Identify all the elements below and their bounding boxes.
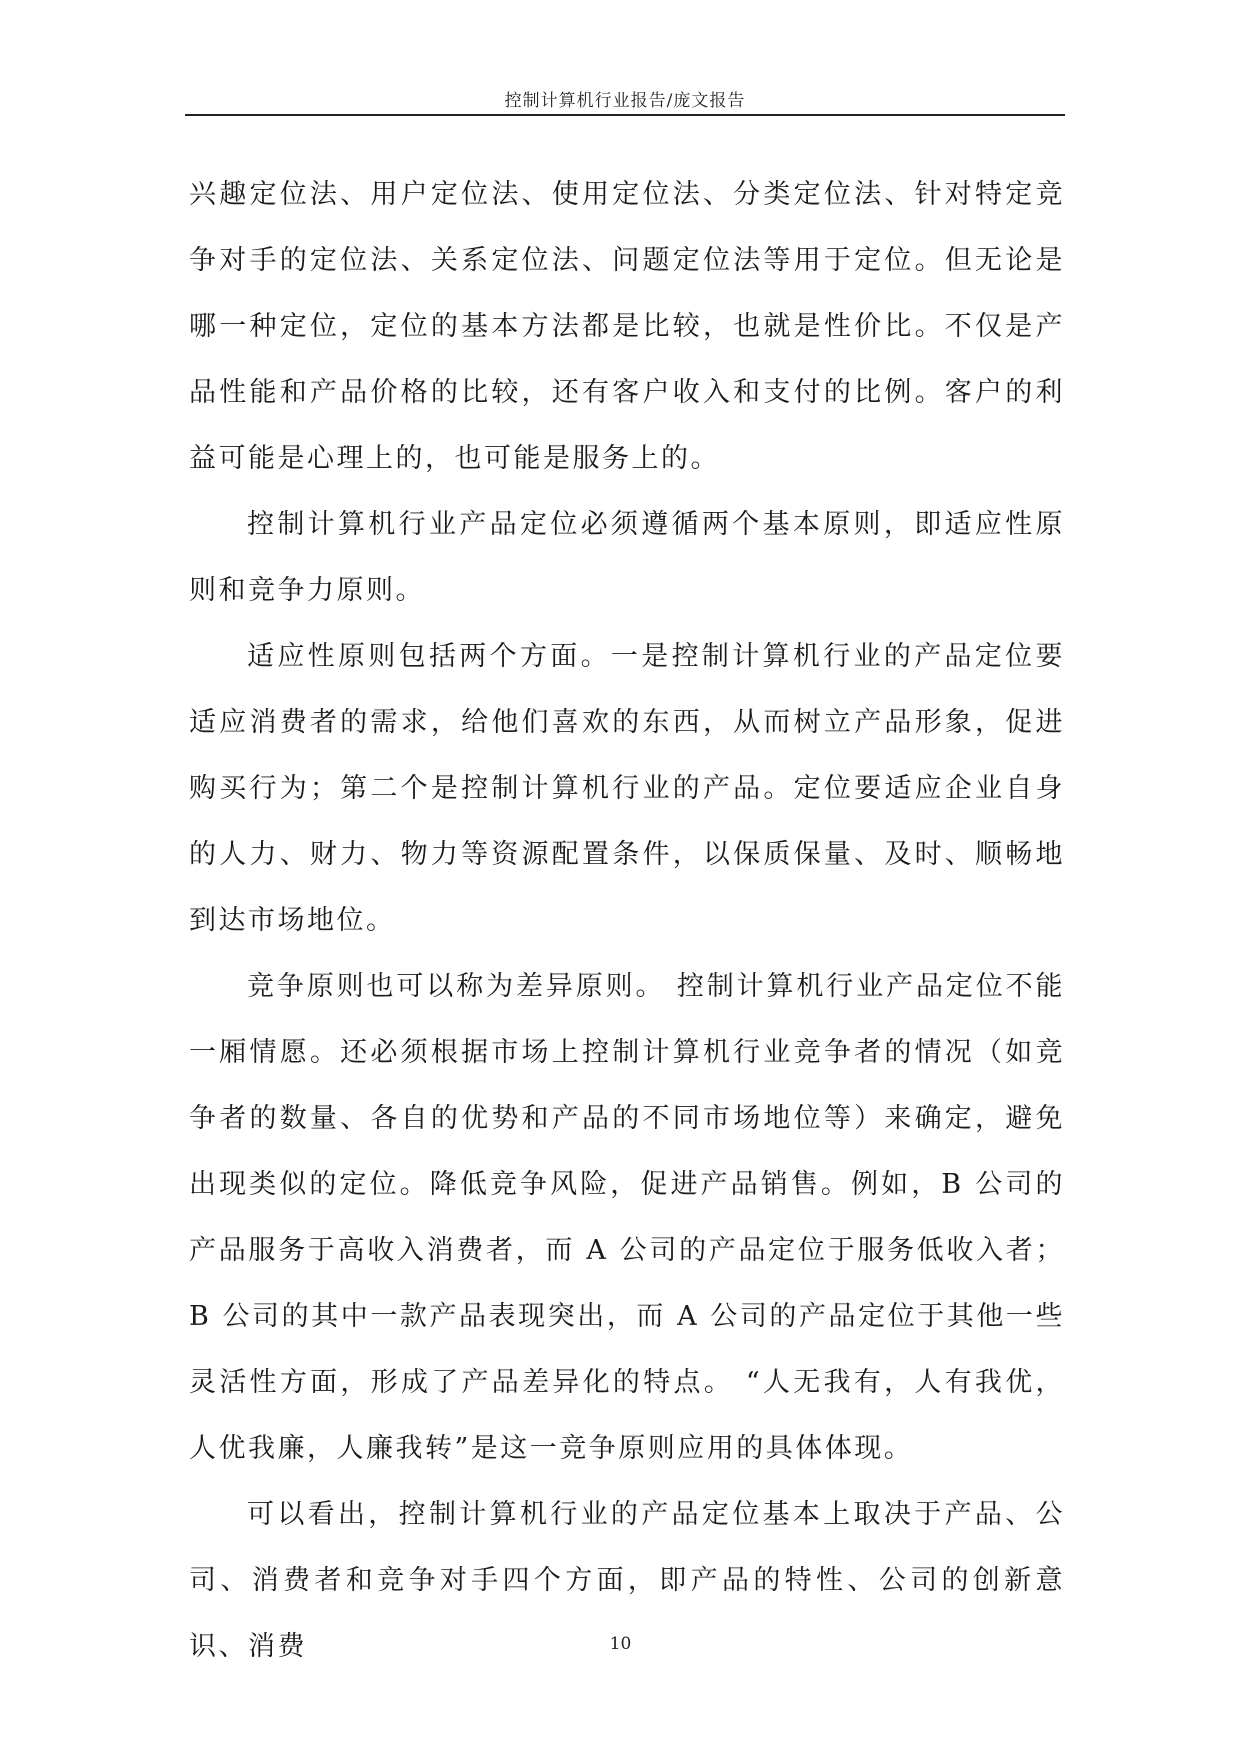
- paragraph-positioning-methods: 兴趣定位法、用户定位法、使用定位法、分类定位法、针对特定竞争对手的定位法、关系定位法、问题定位法等用于定位。但无论是哪一种定位，定位的基本方法都是比较，也就是性价比。不仅是产品性能和产品价格的比较，还有客户收入和支付的比例。客户的利益可能是心理上的，也可能是服务上的。: [189, 179, 1065, 474]
- paragraph-two-principles: 控制计算机行业产品定位必须遵循两个基本原则，即适应性原则和竞争力原则。: [189, 509, 1065, 606]
- page-number: 10: [609, 1634, 632, 1654]
- document-body: [189, 162, 1065, 1680]
- paragraph-adaptability-principle: 适应性原则包括两个方面。一是控制计算机行业的产品定位要适应消费者的需求，给他们喜欢的东西，从而树立产品形象，促进购买行为；第二个是控制计算机行业的产品。定位要适应企业自身的人力、财力、物力等资源配置条件，以保质保量、及时、顺畅地到达市场地位。: [189, 641, 1065, 936]
- header-divider: [185, 114, 1065, 116]
- paragraph-competition-principle: 竞争原则也可以称为差异原则。 控制计算机行业产品定位不能一厢情愿。还必须根据市场上控制计算机行业竞争者的情况（如竞争者的数量、各自的优势和产品的不同市场地位等）来确定，避免出现类似的定位。降低竞争风险，促进产品销售。例如，B 公司的产品服务于高收入消费者，而 A 公司的产品定位于服务低收入者； B 公司的其中一款产品表现突出，而 A 公司的产品定位于其他一些灵活性方面，形成了产品差异化的特点。 “人无我有，人有我优，人优我廉，人廉我转”是这一竞争原则应用的具体体现。: [189, 971, 1065, 1464]
- paragraph-conclusion: 可以看出，控制计算机行业的产品定位基本上取决于产品、公司、消费者和竞争对手四个方面，即产品的特性、公司的创新意识、消费: [189, 1499, 1065, 1662]
- page-header-title: 控制计算机行业报告/庞文报告: [504, 91, 746, 111]
